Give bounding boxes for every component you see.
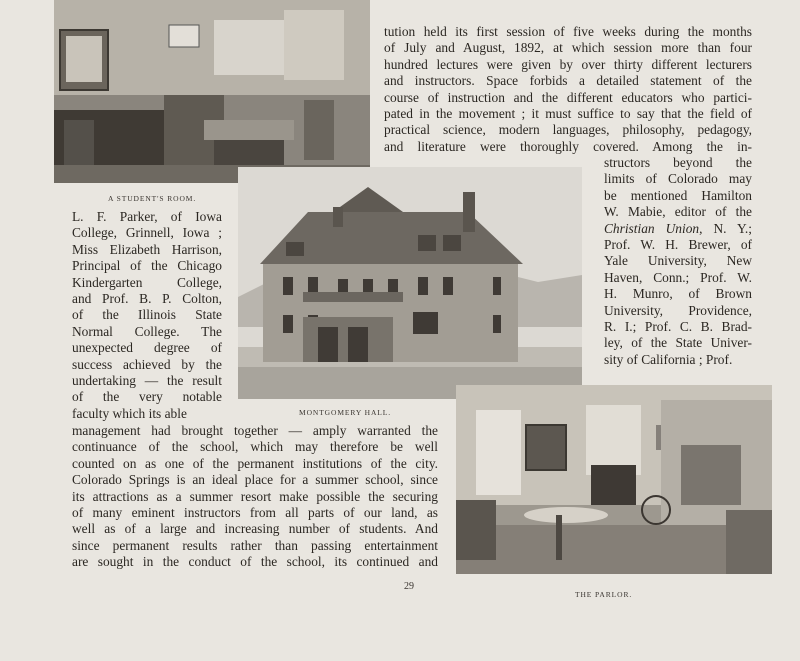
text-line: College, Grinnell, Iowa ; bbox=[72, 225, 222, 241]
text-line: counted on as one of the permanent institutions of the city. bbox=[72, 455, 438, 471]
parlor-caption: THE PARLOR. bbox=[575, 590, 633, 599]
text-line: and literature were thoroughly covered. Among the in- bbox=[384, 138, 752, 154]
text-line: continuance of the school, which may therefore be well bbox=[72, 439, 438, 455]
text-line: Kindergarten College, bbox=[72, 274, 222, 290]
text-block-left-narrow bbox=[72, 209, 222, 422]
text-line: course of instruction and the different educators who partici- bbox=[384, 89, 752, 105]
text-line: H. Munro, of Brown bbox=[604, 286, 752, 302]
text-block-top-right bbox=[384, 24, 752, 155]
text-line: practical science, modern languages, philosophy, pedagogy, bbox=[384, 122, 752, 138]
text-line: faculty which its able bbox=[72, 405, 187, 421]
text-line: Yale University, New bbox=[604, 253, 752, 269]
page-number: 29 bbox=[404, 581, 414, 592]
text-line: Christian Union, N. Y.; bbox=[604, 220, 752, 236]
text-line: R. I.; Prof. C. B. Brad- bbox=[604, 319, 752, 335]
text-line: ley, of the State Univer- bbox=[604, 335, 752, 351]
parlor-photo bbox=[456, 385, 772, 574]
text-line: undertaking — the result bbox=[72, 373, 222, 389]
publication-title: Christian Union bbox=[604, 220, 700, 236]
text-line: of July and August, 1892, at which session more than four bbox=[384, 40, 752, 56]
text-line: and instructors. Space forbids a detailed statement of the bbox=[384, 73, 752, 89]
text-line: its attractions as a summer resort make possible the securing bbox=[72, 488, 438, 504]
text-line: well as of a large and increasing number of students. And bbox=[72, 521, 438, 537]
text-line: University, Providence, bbox=[604, 302, 752, 318]
text-line: Miss Elizabeth Harrison, bbox=[72, 241, 222, 257]
text-line: Haven, Conn.; Prof. W. bbox=[604, 269, 752, 285]
text-line: pated in the movement ; it must suffice to say that the field of bbox=[384, 106, 752, 122]
text-line: Colorado Springs is an ideal place for a summer school, since bbox=[72, 472, 438, 488]
text-line: of the Illinois State bbox=[72, 307, 222, 323]
text-line: W. Mabie, editor of the bbox=[604, 204, 752, 220]
montgomery-hall-photo bbox=[238, 167, 582, 399]
text-line: management had brought together — amply warranted the bbox=[72, 423, 438, 438]
text-line: since permanent results rather than passing entertainment bbox=[72, 537, 438, 553]
text-line: Normal College. The bbox=[72, 323, 222, 339]
text-line: success achieved by the bbox=[72, 356, 222, 372]
montgomery-hall-caption: MONTGOMERY HALL. bbox=[299, 408, 392, 417]
text-line: tution held its first session of five weeks during the months bbox=[384, 24, 752, 39]
text-line: Prof. W. H. Brewer, of bbox=[604, 237, 752, 253]
text-block-bottom bbox=[72, 423, 438, 571]
text-line: be mentioned Hamilton bbox=[604, 187, 752, 203]
text-line: and Prof. B. P. Colton, bbox=[72, 291, 222, 307]
text-line: hundred lectures were given by over thirty different lecturers bbox=[384, 56, 752, 72]
text-line: of many eminent instructors from all parts of our land, as bbox=[72, 505, 438, 521]
student-room-caption: A STUDENT'S ROOM. bbox=[108, 194, 197, 203]
student-room-photo bbox=[54, 0, 370, 183]
text-line: Principal of the Chicago bbox=[72, 258, 222, 274]
text-line: structors beyond the bbox=[604, 155, 752, 170]
text-line: of the very notable bbox=[72, 389, 222, 405]
text-line: are sought in the conduct of the school, its continued and bbox=[72, 554, 438, 570]
text-line: limits of Colorado may bbox=[604, 171, 752, 187]
text-line: unexpected degree of bbox=[72, 340, 222, 356]
text-block-right-narrow bbox=[604, 155, 752, 368]
text-line: sity of California ; Prof. bbox=[604, 351, 733, 367]
text-line: L. F. Parker, of Iowa bbox=[72, 209, 222, 224]
